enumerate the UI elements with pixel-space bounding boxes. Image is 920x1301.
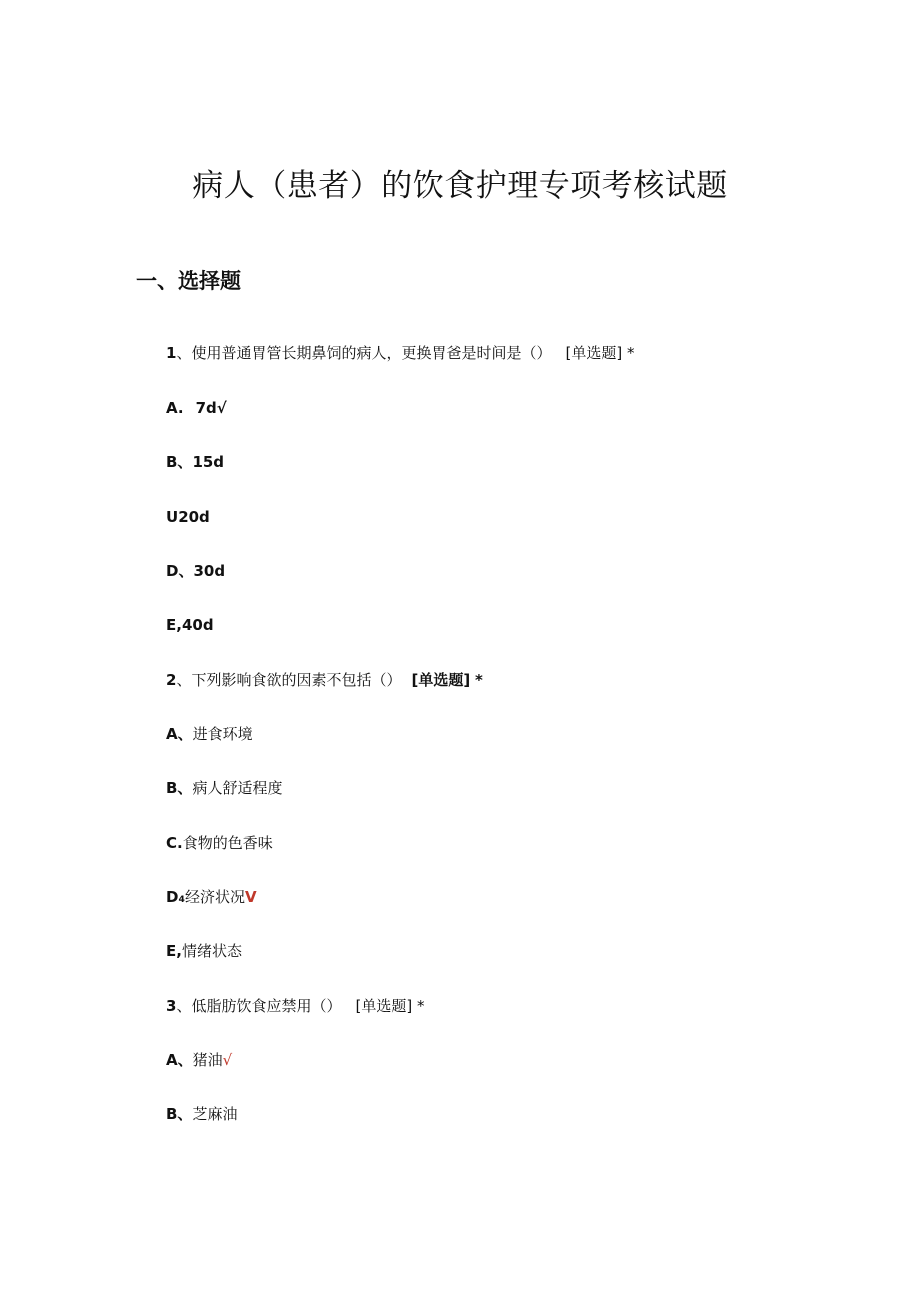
- option-label: E,: [166, 616, 182, 634]
- option-text: 病人舒适程度: [192, 779, 283, 797]
- option-text: 进食环境: [192, 725, 253, 743]
- question-type: [单选题]: [355, 997, 413, 1015]
- required-star: *: [474, 671, 483, 689]
- option-text: 芝麻油: [192, 1105, 238, 1123]
- question-separator: 、: [176, 671, 192, 689]
- question-1: [166, 342, 634, 364]
- question-separator: 、: [176, 344, 192, 362]
- option-label: A.: [166, 399, 184, 417]
- option-label: A、: [166, 725, 193, 743]
- question-type: [单选题]: [565, 344, 623, 362]
- question-text: 下列影响食欲的因素不包括（）: [191, 671, 402, 689]
- option-label: C.: [166, 834, 183, 852]
- option-label: U: [166, 508, 179, 526]
- question-text: 使用普通胃管长期鼻饲的病人，更换胃爸是时间是（）: [191, 344, 552, 362]
- option-label: A、: [166, 1051, 193, 1069]
- option-label: B、: [166, 779, 193, 797]
- option-text: 7d: [195, 399, 217, 417]
- option-text: 30d: [193, 562, 226, 580]
- q2-option-b: [166, 777, 282, 799]
- answer-check-mark: √: [222, 1051, 233, 1069]
- section-heading: 一、选择题: [136, 269, 241, 293]
- answer-check-mark: √: [216, 399, 227, 417]
- question-2: [166, 669, 483, 691]
- question-number: 1: [166, 344, 177, 362]
- question-number: 2: [166, 671, 177, 689]
- option-label: D、: [166, 562, 194, 580]
- answer-check-mark: V: [245, 888, 257, 906]
- q1-option-a: [166, 397, 227, 419]
- option-label: B、: [166, 453, 193, 471]
- option-label: B、: [166, 1105, 193, 1123]
- question-separator: 、: [176, 997, 192, 1015]
- required-star: *: [416, 997, 425, 1015]
- option-text: 20d: [178, 508, 210, 526]
- option-text: 情绪状态: [181, 942, 242, 960]
- option-text: 食物的色香味: [182, 834, 273, 852]
- option-text: 经济状况: [185, 888, 246, 906]
- question-text: 低脂肪饮食应禁用（）: [191, 997, 342, 1015]
- q2-option-a: [166, 723, 253, 745]
- required-star: *: [626, 344, 635, 362]
- q2-option-c: [166, 832, 273, 854]
- option-label: D₄: [166, 888, 186, 906]
- question-type: [单选题]: [411, 671, 471, 689]
- q3-option-b: [166, 1103, 237, 1125]
- q1-option-e: [166, 614, 214, 636]
- q2-option-e: [166, 940, 242, 962]
- question-3: [166, 995, 424, 1017]
- question-number: 3: [166, 997, 177, 1015]
- q1-option-c: [166, 506, 210, 528]
- q1-option-b: [166, 451, 224, 473]
- page-title: 病人（患者）的饮食护理专项考核试题: [192, 168, 728, 204]
- option-text: 猪油: [192, 1051, 223, 1069]
- q3-option-a: [166, 1049, 232, 1071]
- option-label: E,: [166, 942, 182, 960]
- q2-option-d: [166, 886, 257, 908]
- q1-option-d: [166, 560, 225, 582]
- option-text: 15d: [192, 453, 225, 471]
- option-text: 40d: [181, 616, 214, 634]
